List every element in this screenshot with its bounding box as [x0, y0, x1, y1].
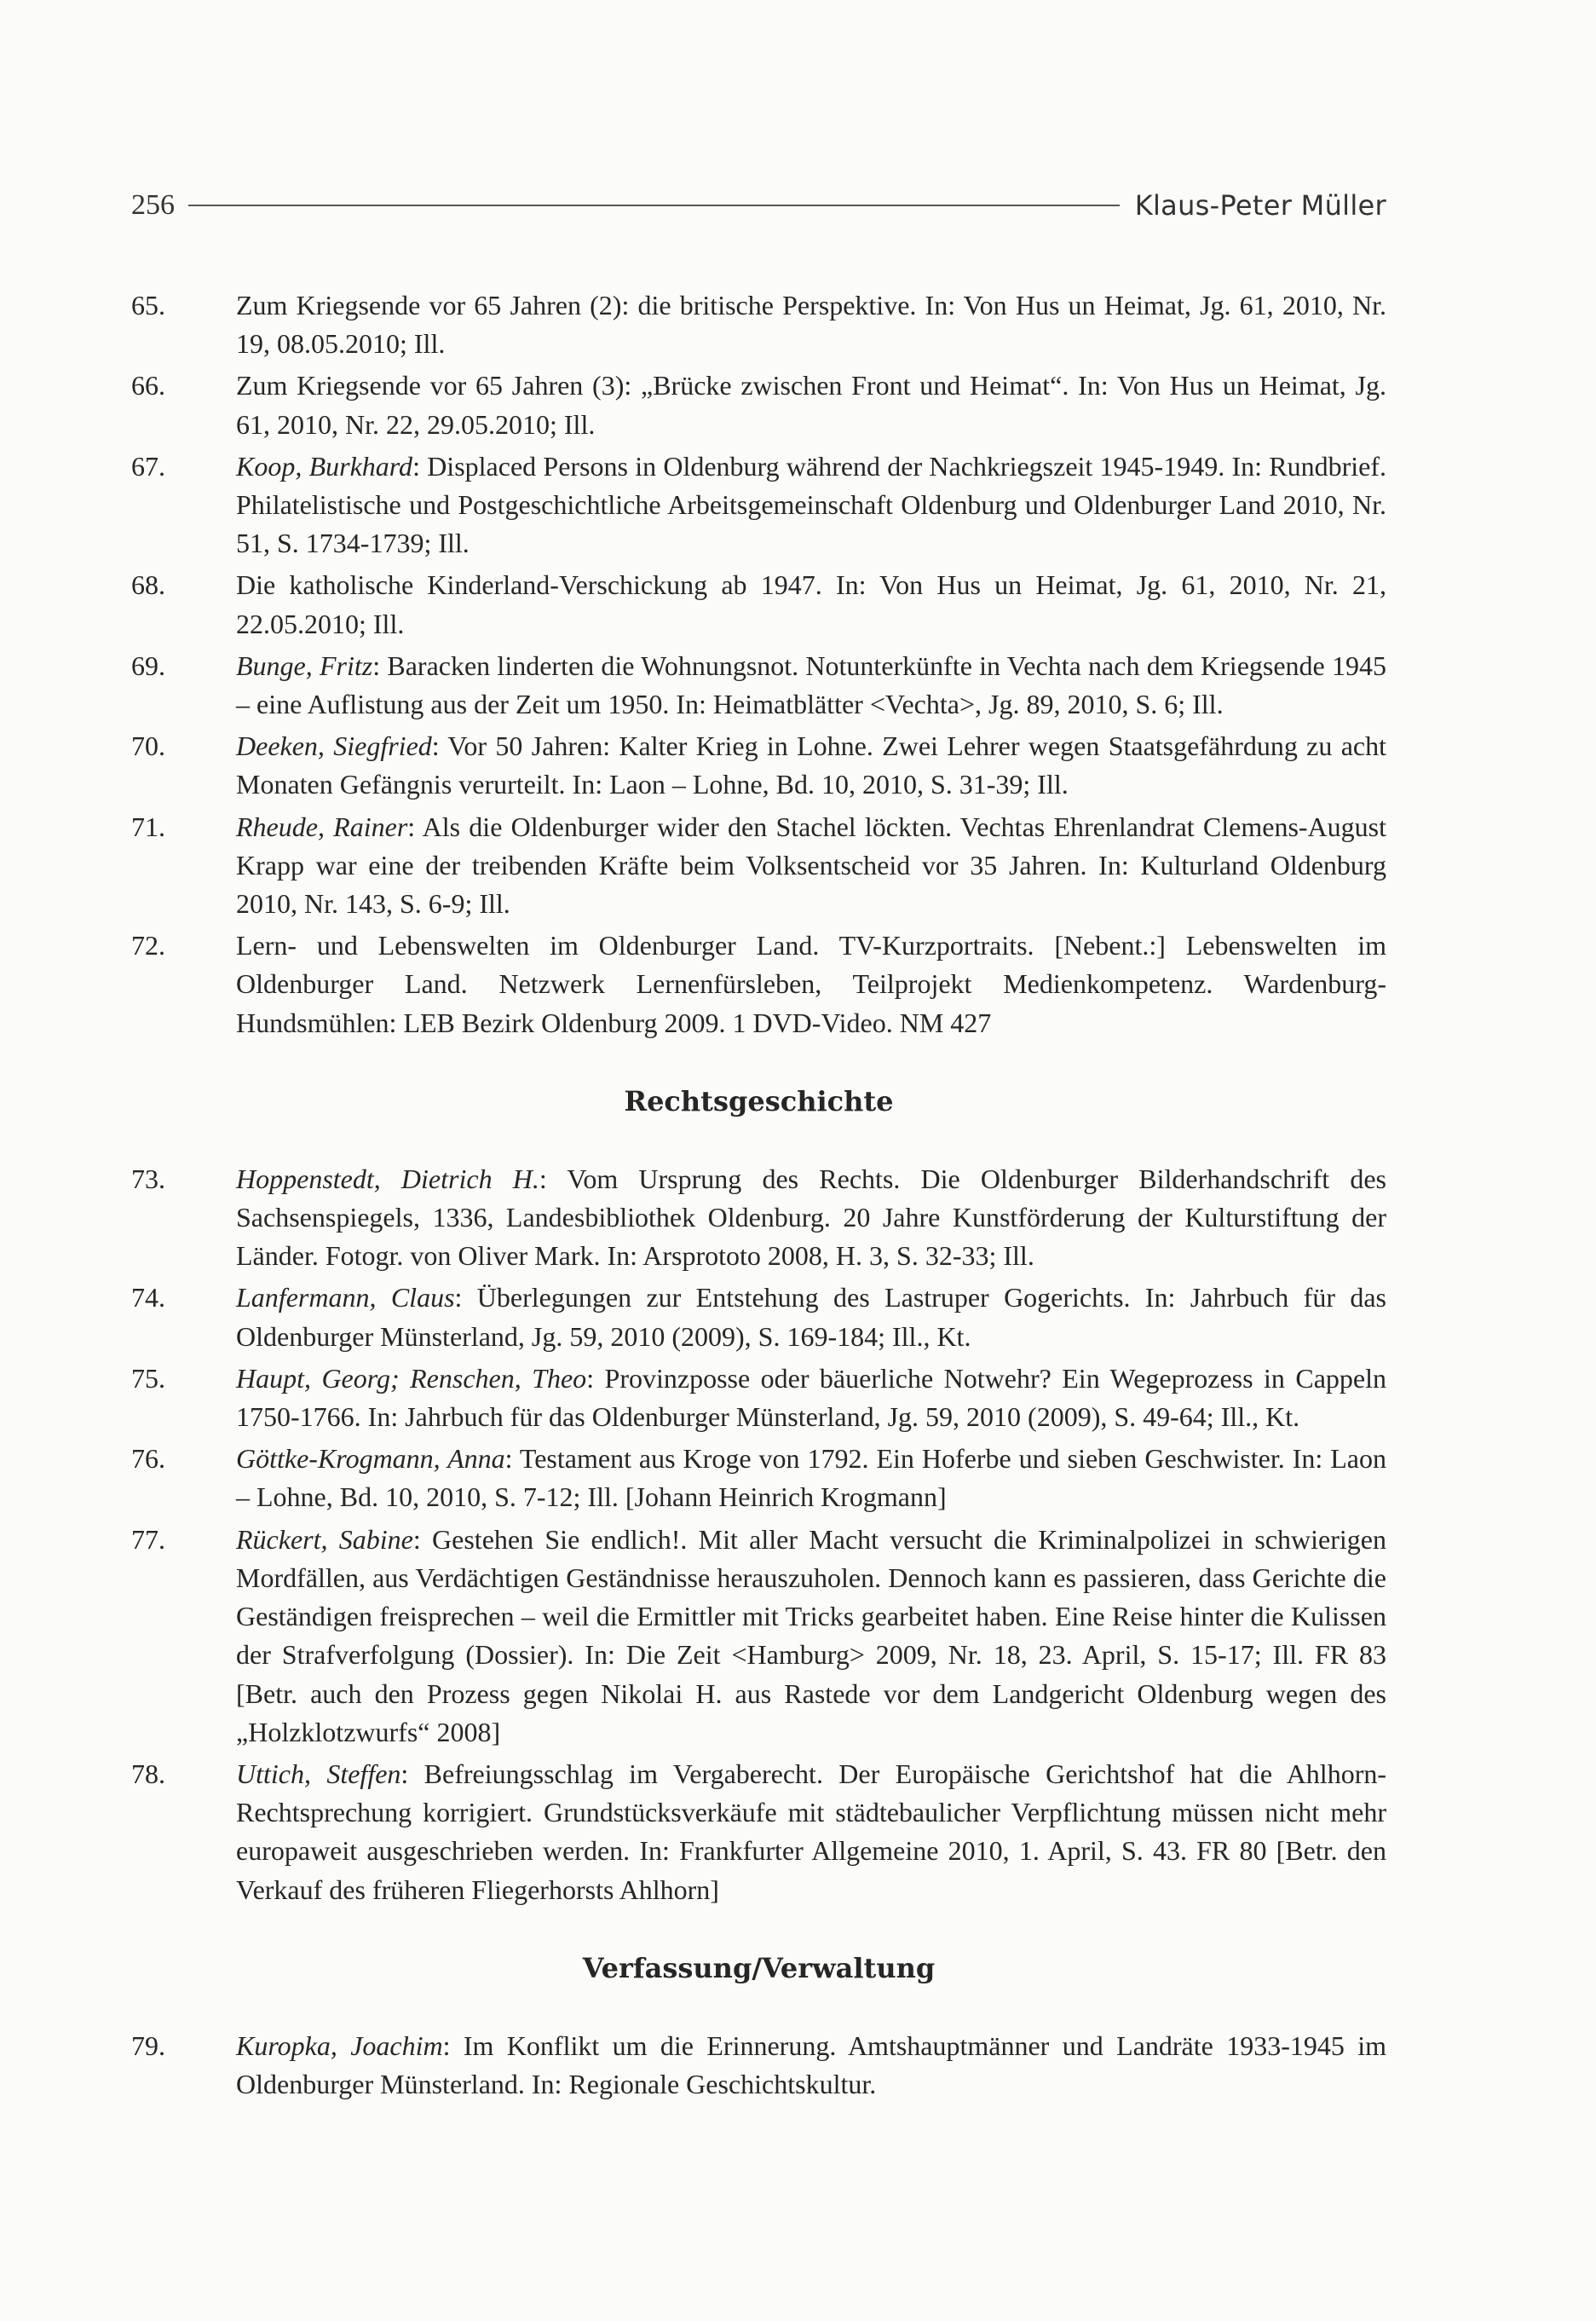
- entry-author: Rheude, Rainer: [236, 811, 408, 842]
- entry-text: [236, 566, 1386, 643]
- entry-text: [236, 808, 1386, 924]
- bibliography-entry: [131, 447, 1386, 563]
- bibliography-entry: [131, 808, 1386, 924]
- entry-citation: Die katholische Kinderland-Verschickung ab 1947. In: Von Hus un Heimat, Jg. 61, 2010, Nr. 21, 22.05.2010; Ill.: [236, 569, 1386, 639]
- entry-number: 79.: [131, 2029, 165, 2061]
- bibliography-entry: [131, 727, 1386, 804]
- entry-number: 76.: [131, 1443, 165, 1475]
- entry-text: [236, 1755, 1386, 1909]
- entry-author: Koop, Burkhard: [236, 450, 413, 482]
- bibliography-entry: [131, 1521, 1386, 1752]
- entry-citation: : Vor 50 Jahren: Kalter Krieg in Lohne. Zwei Lehrer wegen Staatsgefährdung zu acht Monaten Gefängnis verurteilt. In: Laon – Lohne, Bd. 10, 2010, S. 31-39; Ill.: [236, 730, 1387, 800]
- bibliography-entry: [131, 367, 1386, 443]
- entry-author: Uttich, Steffen: [236, 1758, 401, 1789]
- entry-number: 68.: [131, 569, 165, 601]
- entry-number: 78.: [131, 1758, 165, 1789]
- entry-citation: : Provinzposse oder bäuerliche Notwehr? Ein Wegeprozess in Cappeln 1750-1766. In: Jahrbuch für das Oldenburger Münsterland, Jg. 59, 2010 (2009), S. 49-64; Ill., Kt.: [236, 1362, 1387, 1433]
- entry-number: 69.: [131, 650, 165, 681]
- entry-citation: : Als die Oldenburger wider den Stachel löckten. Vechtas Ehrenlandrat Clemens-August Krapp war eine der treibenden Kräfte beim Volksentscheid vor 35 Jahren. In: Kulturland Oldenburg 2010, Nr. 143, S. 6-9; Ill.: [236, 811, 1387, 920]
- entry-number: 77.: [131, 1523, 165, 1555]
- entry-author: Bunge, Fritz: [236, 650, 373, 681]
- entry-citation: : Baracken linderten die Wohnungsnot. Notunterkünfte in Vechta nach dem Kriegsende 1945 – eine Auflistung aus der Zeit um 1950. In: Heimatblätter <Vechta>, Jg. 89, 2010, S. 6; Ill.: [236, 650, 1387, 720]
- section-heading: Rechtsgeschichte: [624, 1084, 894, 1117]
- entry-text: [236, 2027, 1386, 2104]
- entry-citation: : Überlegungen zur Entstehung des Lastruper Gogerichts. In: Jahrbuch für das Oldenburger Münsterland, Jg. 59, 2010 (2009), S. 169-184; Ill., Kt.: [236, 1282, 1387, 1352]
- entry-text: [236, 447, 1386, 563]
- entry-text: [236, 647, 1386, 724]
- entry-citation: : Testament aus Kroge von 1792. Ein Hoferbe und sieben Geschwister. In: Laon – Lohne, Bd. 10, 2010, S. 7-12; Ill. [Johann Heinrich Krogmann]: [236, 1443, 1387, 1513]
- entry-author: Rückert, Sabine: [236, 1523, 413, 1555]
- entry-number: 71.: [131, 811, 165, 842]
- entry-text: [236, 286, 1386, 363]
- entry-author: Hoppenstedt, Dietrich H.: [236, 1163, 539, 1194]
- entry-author: Kuropka, Joachim: [236, 2029, 443, 2061]
- entry-citation: : Gestehen Sie endlich!. Mit aller Macht versucht die Kriminalpolizei in schwierigen Mordfällen, aus Verdächtigen Geständnisse herauszuholen. Dennoch kann es passieren, dass Gerichte die Geständigen freisprechen – weil die Ermittler mit Tricks gearbeitet haben. Eine Reise hinter die Kulissen der Strafverfolgung (Dossier). In: Die Zeit <Hamburg> 2009, Nr. 18, 23. April, S. 15-17; Ill. FR 83 [Betr. auch den Prozess gegen Nikolai H. aus Rastede vor dem Landgericht Oldenburg wegen des „Holzklotzwurfs“ 2008]: [236, 1523, 1387, 1747]
- entry-text: [236, 367, 1386, 443]
- entry-text: [236, 1440, 1386, 1516]
- entry-number: 70.: [131, 730, 165, 762]
- entry-citation: Lern- und Lebenswelten im Oldenburger Land. TV-Kurzportraits. [Nebent.:] Lebenswelten im Oldenburger Land. Netzwerk Lernenfürsleben, Teilprojekt Medienkompetenz. Wardenburg-Hundsmühlen: LEB Bezirk Oldenburg 2009. 1 DVD-Video. NM 427: [236, 930, 1386, 1038]
- entry-text: [236, 1279, 1386, 1355]
- entry-number: 75.: [131, 1362, 165, 1394]
- bibliography-entry: [131, 286, 1386, 363]
- bibliography-entry: [131, 1755, 1386, 1909]
- entry-citation: : Vom Ursprung des Rechts. Die Oldenburger Bilderhandschrift des Sachsenspiegels, 1336, Landesbibliothek Oldenburg. 20 Jahre Kunstförderung der Kulturstiftung der Länder. Fotogr. von Oliver Mark. In: Arsprototo 2008, H. 3, S. 32-33; Ill.: [236, 1163, 1387, 1272]
- bibliography-entry: [131, 927, 1386, 1042]
- header-rule: [188, 205, 1120, 206]
- entry-citation: : Displaced Persons in Oldenburg während der Nachkriegszeit 1945-1949. In: Rundbrief. Philatelistische und Postgeschichtliche Arbeitsgemeinschaft Oldenburg und Oldenburger Land 2010, Nr. 51, S. 1734-1739; Ill.: [236, 450, 1387, 559]
- entry-author: Deeken, Siegfried: [236, 730, 432, 762]
- bibliography-entry: [131, 647, 1386, 724]
- entry-number: 72.: [131, 930, 165, 961]
- bibliography-entry: [131, 2027, 1386, 2104]
- entry-number: 66.: [131, 370, 165, 401]
- bibliography-entry: [131, 1160, 1386, 1276]
- bibliography-entry: [131, 1440, 1386, 1516]
- running-header: [131, 189, 1386, 222]
- entry-number: 73.: [131, 1163, 165, 1194]
- bibliography-entry: [131, 566, 1386, 643]
- entry-author: Haupt, Georg; Renschen, Theo: [236, 1362, 587, 1394]
- entry-citation: : Befreiungsschlag im Vergaberecht. Der Europäische Gerichtshof hat die Ahlhorn-Rechtsprechung korrigiert. Grundstücksverkäufe mit städtebaulicher Verpflichtung müssen nicht mehr europaweit ausgeschrieben werden. In: Frankfurter Allgemeine 2010, 1. April, S. 43. FR 80 [Betr. den Verkauf des früheren Fliegerhorsts Ahlhorn]: [236, 1758, 1387, 1905]
- section-heading: Verfassung/Verwaltung: [582, 1951, 936, 1984]
- entry-text: [236, 1521, 1386, 1752]
- entry-author: Göttke-Krogmann, Anna: [236, 1443, 505, 1475]
- bibliography-entry: [131, 1360, 1386, 1436]
- entry-number: 74.: [131, 1282, 165, 1314]
- entry-author: Lanfermann, Claus: [236, 1282, 455, 1314]
- entry-citation: Zum Kriegsende vor 65 Jahren (2): die britische Perspektive. In: Von Hus un Heimat, Jg. 61, 2010, Nr. 19, 08.05.2010; Ill.: [236, 290, 1386, 360]
- bibliography-body: [131, 286, 1386, 2107]
- entry-text: [236, 1360, 1386, 1436]
- bibliography-entry: [131, 1279, 1386, 1355]
- entry-text: [236, 727, 1386, 804]
- running-author: Klaus-Peter Müller: [1134, 189, 1386, 222]
- entry-number: 67.: [131, 450, 165, 482]
- entry-citation: : Im Konflikt um die Erinnerung. Amtshauptmänner und Landräte 1933-1945 im Oldenburger Münsterland. In: Regionale Geschichtskultur.: [236, 2029, 1387, 2099]
- entry-text: [236, 1160, 1386, 1276]
- entry-number: 65.: [131, 290, 165, 320]
- entry-citation: Zum Kriegsende vor 65 Jahren (3): „Brücke zwischen Front und Heimat“. In: Von Hus un Heimat, Jg. 61, 2010, Nr. 22, 29.05.2010; Ill.: [236, 370, 1386, 440]
- page-number: 256: [131, 189, 175, 221]
- entry-text: [236, 927, 1386, 1042]
